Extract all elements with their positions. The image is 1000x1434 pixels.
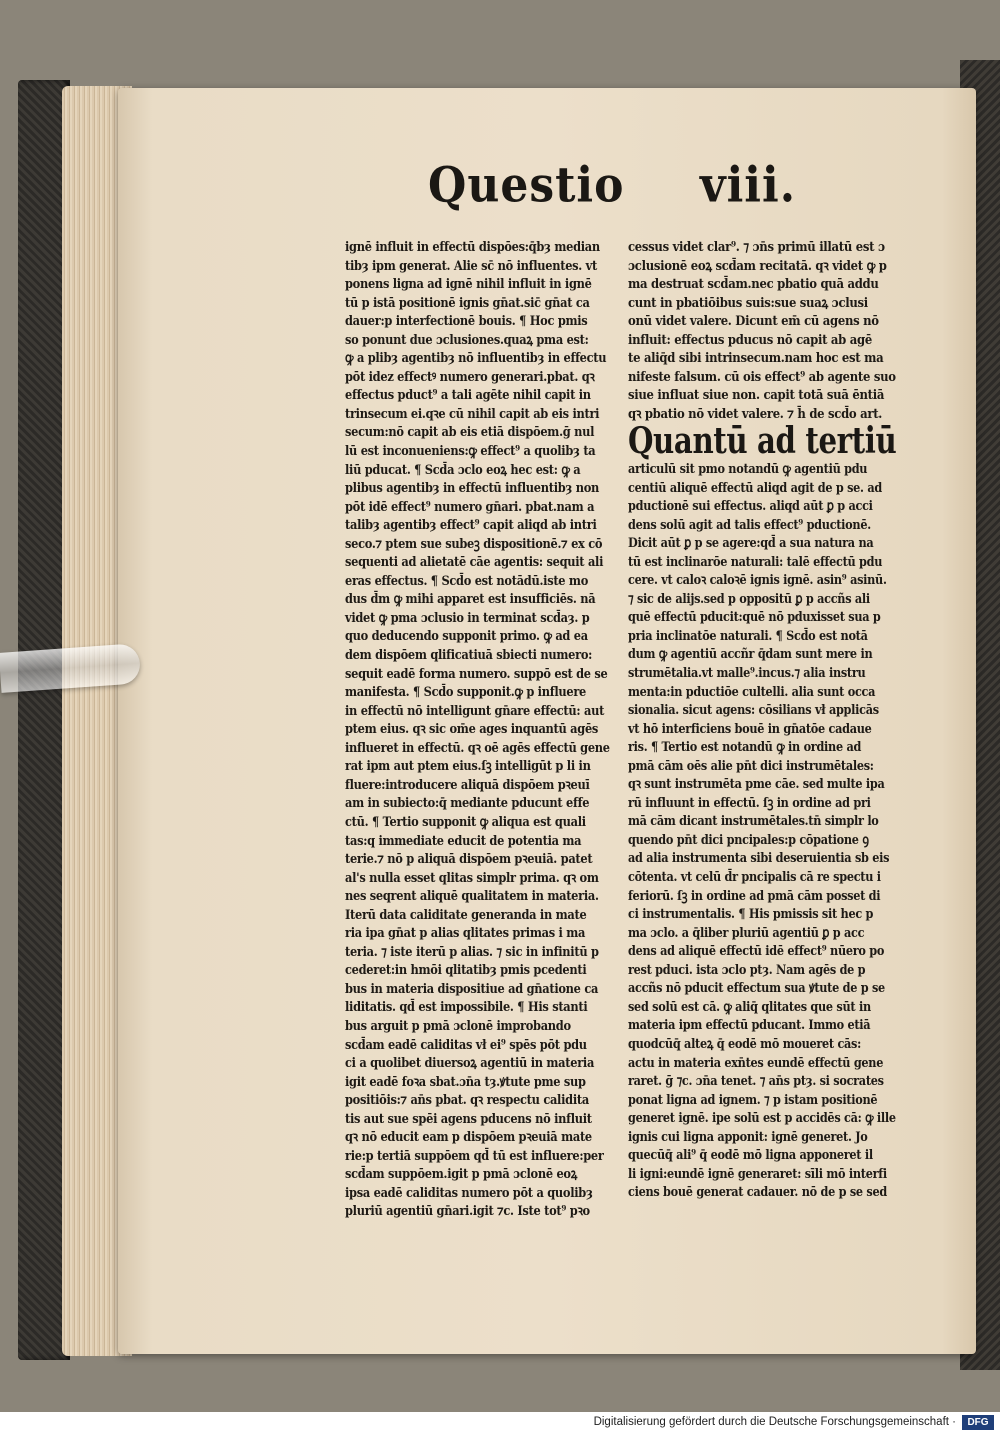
right-text-column-top	[628, 238, 896, 423]
text-line: tū est inclinarōe naturali: talē effectū pdu	[628, 553, 883, 570]
text-line: ris. ¶ Tertio est notandū ꝙ in ordine ad	[628, 739, 862, 756]
text-line: cunt in pbatiōibus suis:sue suaꝝ ɔclusi	[628, 294, 868, 311]
text-line: pria inclinatōe naturali. ¶ Scd̄o est notā	[628, 627, 868, 644]
text-line: liditatis. qd̄ est impossibile. ¶ His stanti	[345, 999, 588, 1016]
text-line: tibȝ ipm generat. Alie sc̄ nō influentes. vt	[345, 257, 597, 274]
text-line: ciens bouē generat cadauer. nō de p se sed	[628, 1184, 887, 1201]
text-line: strumētalia.vt malle⁹.incus.⁊ alia instru	[628, 665, 866, 682]
text-line: rie:p tertiā suppōem qd̄ tū est influere:per	[345, 1147, 604, 1164]
text-line: pōt idez effectꝰ numero generari.pbat. qꝛ	[345, 368, 595, 385]
text-line: ci instrumentalis. ¶ His pmissis sit hec p	[628, 906, 874, 923]
text-line: bus in materia dispositiue ad gn̄atione ca	[345, 980, 599, 997]
right-text-column-bottom	[628, 460, 896, 1202]
text-line: nes seqrent aliquē qualitatem in materia.	[345, 888, 599, 905]
text-line: ria ipa gn̄at p alias qlitates primas i ma	[345, 925, 586, 942]
text-line: al's nulla esset qlitas simplr prima. qꝛ om	[345, 869, 599, 886]
text-line: dens ad aliquē effectū idē effect⁹ nūero po	[628, 943, 885, 960]
text-line: generet ignē. ipe solū est p accidēs cā: ꝙ ille	[628, 1110, 896, 1127]
footer-credit: Digitalisierung gefördert durch die Deutsche Forschungsgemeinschaft ·	[593, 1416, 956, 1428]
text-line: nifeste falsum. cū ois effect⁹ ab agente suo	[628, 368, 896, 385]
text-line: pductionē sui effectus. aliqd aūt ꝑ p acci	[628, 498, 873, 515]
text-line: ponat ligna ad ignem. ⁊ p istam positionē	[628, 1091, 878, 1108]
text-line: rest pduci. ista ɔclo ptȝ. Nam agēs de p	[628, 961, 866, 978]
text-line: cederet:in hmōi qlitatibȝ pmis pcedenti	[345, 962, 587, 979]
text-line: plibus agentibȝ in effectū influentibȝ non	[345, 480, 600, 497]
text-line: talibȝ agentibȝ effect⁹ capit aliqd ab intri	[345, 517, 597, 534]
text-line: cessus videt clar⁹. ⁊ ɔn̄s primū illatū est ɔ	[628, 239, 885, 255]
text-line: quē effectū pducit:quē nō pduxisset sua p	[628, 609, 881, 626]
text-line: menta:in pductiōe cultelli. alia sunt occa	[628, 683, 876, 700]
text-line: bus arguit p pmā ɔclonē improbando	[345, 1017, 571, 1034]
text-line: secum:nō capit ab eis etiā dispōem.ḡ nul	[345, 424, 595, 441]
text-line: articulū sit pmo notandū ꝙ agentiū pdu	[628, 461, 868, 477]
text-line: videt ꝙ pma ɔclusio in terminat scd̄aȝ. p	[345, 609, 590, 626]
text-line: terie.⁊ nō p aliquā dispōem pꝛeuiā. patet	[345, 851, 593, 868]
text-line: lū est inconueniens:ꝙ effect⁹ a quolibȝ ta	[345, 443, 596, 460]
text-line: dens solū agit ad talis effect⁹ pductionē.	[628, 516, 871, 533]
text-line: scd̄am eadē caliditas vł ei⁹ spēs pōt pdu	[345, 1036, 587, 1053]
text-line: dauer:p interfectionē bouis. ¶ Hoc pmis	[345, 313, 588, 330]
text-line: ma destruat scd̄am.nec pbatio quā addu	[628, 276, 879, 293]
text-line: scd̄am suppōem.igit p pmā ɔclonē eoꝝ	[345, 1166, 578, 1183]
text-line: am in subiecto:q̄ mediante pducunt effe	[345, 795, 590, 812]
text-line: pmā cām oēs alie pn̄t dici instrumētales:	[628, 757, 874, 774]
text-line: Iterū data caliditate generanda in mate	[345, 906, 587, 923]
text-line: rū influunt in effectū. ſꝫ in ordine ad pri	[628, 794, 871, 811]
text-line: ctū. ¶ Tertio supponit ꝙ aliqua est quali	[345, 813, 586, 830]
running-head-left: Questio	[428, 157, 625, 214]
text-line: sed solū est cā. ꝙ aliq̄ qlitates que sūt in	[628, 998, 871, 1015]
text-line: positiōis:⁊ an̄s pbat. qꝛ respectu calidita	[345, 1092, 589, 1109]
text-line: feriorū. ſꝫ in ordine ad pmā cām posset di	[628, 887, 881, 904]
text-line: eras effectus. ¶ Scd̄o est notādū.iste mo	[345, 572, 589, 589]
text-line: effectus pduct⁹ a tali agēte nihil capit in	[345, 387, 591, 404]
text-line: tū p istā positionē ignis gn̄at.sic̄ gn̄at ca	[345, 294, 590, 311]
text-line: te aliq̄d sibi intrinsecum.nam hoc est ma	[628, 350, 884, 367]
text-line: ignis cui ligna apponit: ignē generet. Jo	[628, 1128, 868, 1145]
text-line: quo deducendo supponit primo. ꝙ ad ea	[345, 628, 588, 645]
text-line: rat ipm aut ptem eius.ſꝫ intelligūt p li in	[345, 758, 591, 775]
text-line: fluere:introducere aliquā dispōem pꝛeuī	[345, 776, 590, 793]
text-line: tis aut sue spēi agens pducens nō influit	[345, 1110, 592, 1127]
text-line: pōt idē effect⁹ numero gn̄ari. pbat.nam a	[345, 498, 595, 515]
text-line: influit: effectus pducus nō capit ab agē	[628, 331, 872, 348]
text-line: materia ipm effectū pducant. Immo etiā	[628, 1017, 871, 1034]
text-line: manifesta. ¶ Scd̄o supponit.ꝙ p influere	[345, 684, 586, 701]
text-line: vt hō interficiens bouē in gn̄atōe cadaue	[628, 720, 872, 737]
text-line: qꝛ sunt instrumēta pme cāe. sed multe ipa	[628, 776, 885, 793]
text-line: quecūq̄ ali⁹ q̄ eodē mō ligna apponeret il	[628, 1147, 873, 1164]
text-line: trinsecum ei.qꝛe cū nihil capit ab eis intri	[345, 405, 600, 422]
text-line: Dicit aūt ꝑ p se agere:qd̄ a sua natura na	[628, 535, 874, 552]
text-line: igit eadē foꝛa sbat.ɔn̄a tȝ.ꝟtute pme sup	[345, 1073, 586, 1090]
text-line: liū pducat. ¶ Scd̄a ɔclo eoꝝ hec est: ꝙ a	[345, 461, 581, 478]
text-line: sequenti ad alietatē cāe agentis: sequit ali	[345, 554, 604, 571]
text-line: onū videt valere. Dicunt em̄ cū agens nō	[628, 313, 879, 330]
text-line: dem dispōem qlificatiuā sbiecti numero:	[345, 647, 593, 664]
text-line: mā cām dicant instrumētales.tn̄ simplr lo	[628, 813, 879, 830]
text-line: ci a quolibet diuersoꝝ agentiū in materia	[345, 1055, 595, 1072]
text-line: influeret in effectū. qꝛ oē agēs effectū gene	[345, 739, 610, 756]
text-line: ⁊ sic de alijs.sed p oppositū ꝑ p accñs ali	[628, 590, 870, 607]
text-line: ignē influit in effectū dispōes:q̄bȝ median	[345, 239, 600, 255]
text-line: qꝛ pbatio nō videt valere. ⁊ h̄ de scd̄o art.	[628, 405, 883, 422]
text-line: dum ꝙ agentiū accñr q̄dam sunt mere in	[628, 646, 873, 663]
text-line: actu in materia exn̄tes eundē effectū gene	[628, 1054, 884, 1071]
section-heading: Quantū ad tertiū	[628, 420, 897, 462]
text-line: siue influat siue non. capit totā suā ēntiā	[628, 387, 885, 404]
text-line: qꝛ nō educit eam p dispōem pꝛeuiā mate	[345, 1129, 592, 1146]
text-line: accñs nō pducit effectum sua ꝟtute de p se	[628, 980, 885, 997]
text-line: ꝙ a plibȝ agentibȝ nō influentibȝ in effectu	[345, 350, 607, 367]
dfg-logo: DFG	[962, 1415, 994, 1430]
text-line: li igni:eundē ignē generaret: sīli mō interfi	[628, 1165, 887, 1182]
running-head-right: viii.	[700, 157, 797, 214]
text-line: tas:q immediate educit de potentia ma	[345, 832, 582, 849]
text-line: quodcūq̄ alteꝝ q̄ eodē mō moueret cās:	[628, 1035, 861, 1052]
text-line: ma ɔclo. a q̄liber pluriū agentiū ꝑ p acc	[628, 924, 865, 941]
text-line: centiū aliquē effectū aliqd agit de p se. ad	[628, 479, 882, 496]
left-text-column	[345, 238, 610, 1221]
text-line: teria. ⁊ iste iterū p alias. ⁊ sic in infinitū p	[345, 943, 599, 960]
text-line: dus d̄m ꝙ mihi apparet est insufficiēs. nā	[345, 591, 596, 608]
text-line: ipsa eadē caliditas numero pōt a quolibȝ	[345, 1184, 593, 1201]
text-line: sionalia. sicut agens: cōsilians vł applicās	[628, 702, 879, 719]
footer-bar	[0, 1412, 1000, 1434]
text-line: quendo pn̄t dici pncipales:p cōpatione ꝯ	[628, 831, 869, 848]
text-line: ɔclusionē eoꝝ scd̄am recitatā. qꝛ videt ꝙ p	[628, 257, 887, 274]
text-line: raret. ḡ ⁊c. ɔn̄a tenet. ⁊ an̄s ptȝ. si socrates	[628, 1073, 884, 1090]
text-line: ptem eius. qꝛ sic om̄e ages inquantū agēs	[345, 721, 599, 738]
text-line: cōtenta. vt celū d̄r pncipalis cā re spectu i	[628, 869, 881, 886]
text-line: ad alia instrumenta sibi deseruientia sb eis	[628, 850, 890, 867]
text-line: seco.⁊ ptem sue subeꝫ dispositionē.⁊ ex cō	[345, 535, 603, 552]
text-line: sequit eadē forma numero. suppō est de se	[345, 665, 608, 682]
text-line: so ponunt due ɔclusiones.quaꝝ pma est:	[345, 331, 589, 348]
text-line: in effectū nō intelligunt gn̄are effectū: aut	[345, 702, 605, 719]
text-line: ponens ligna ad ignē nihil influit in ignē	[345, 276, 592, 293]
text-line: pluriū agentiū gn̄ari.igit ⁊c. Iste tot⁹ pꝛo	[345, 1203, 590, 1220]
text-line: cere. vt caloꝛ caloꝛē ignis ignē. asin⁹ asinū.	[628, 572, 887, 589]
